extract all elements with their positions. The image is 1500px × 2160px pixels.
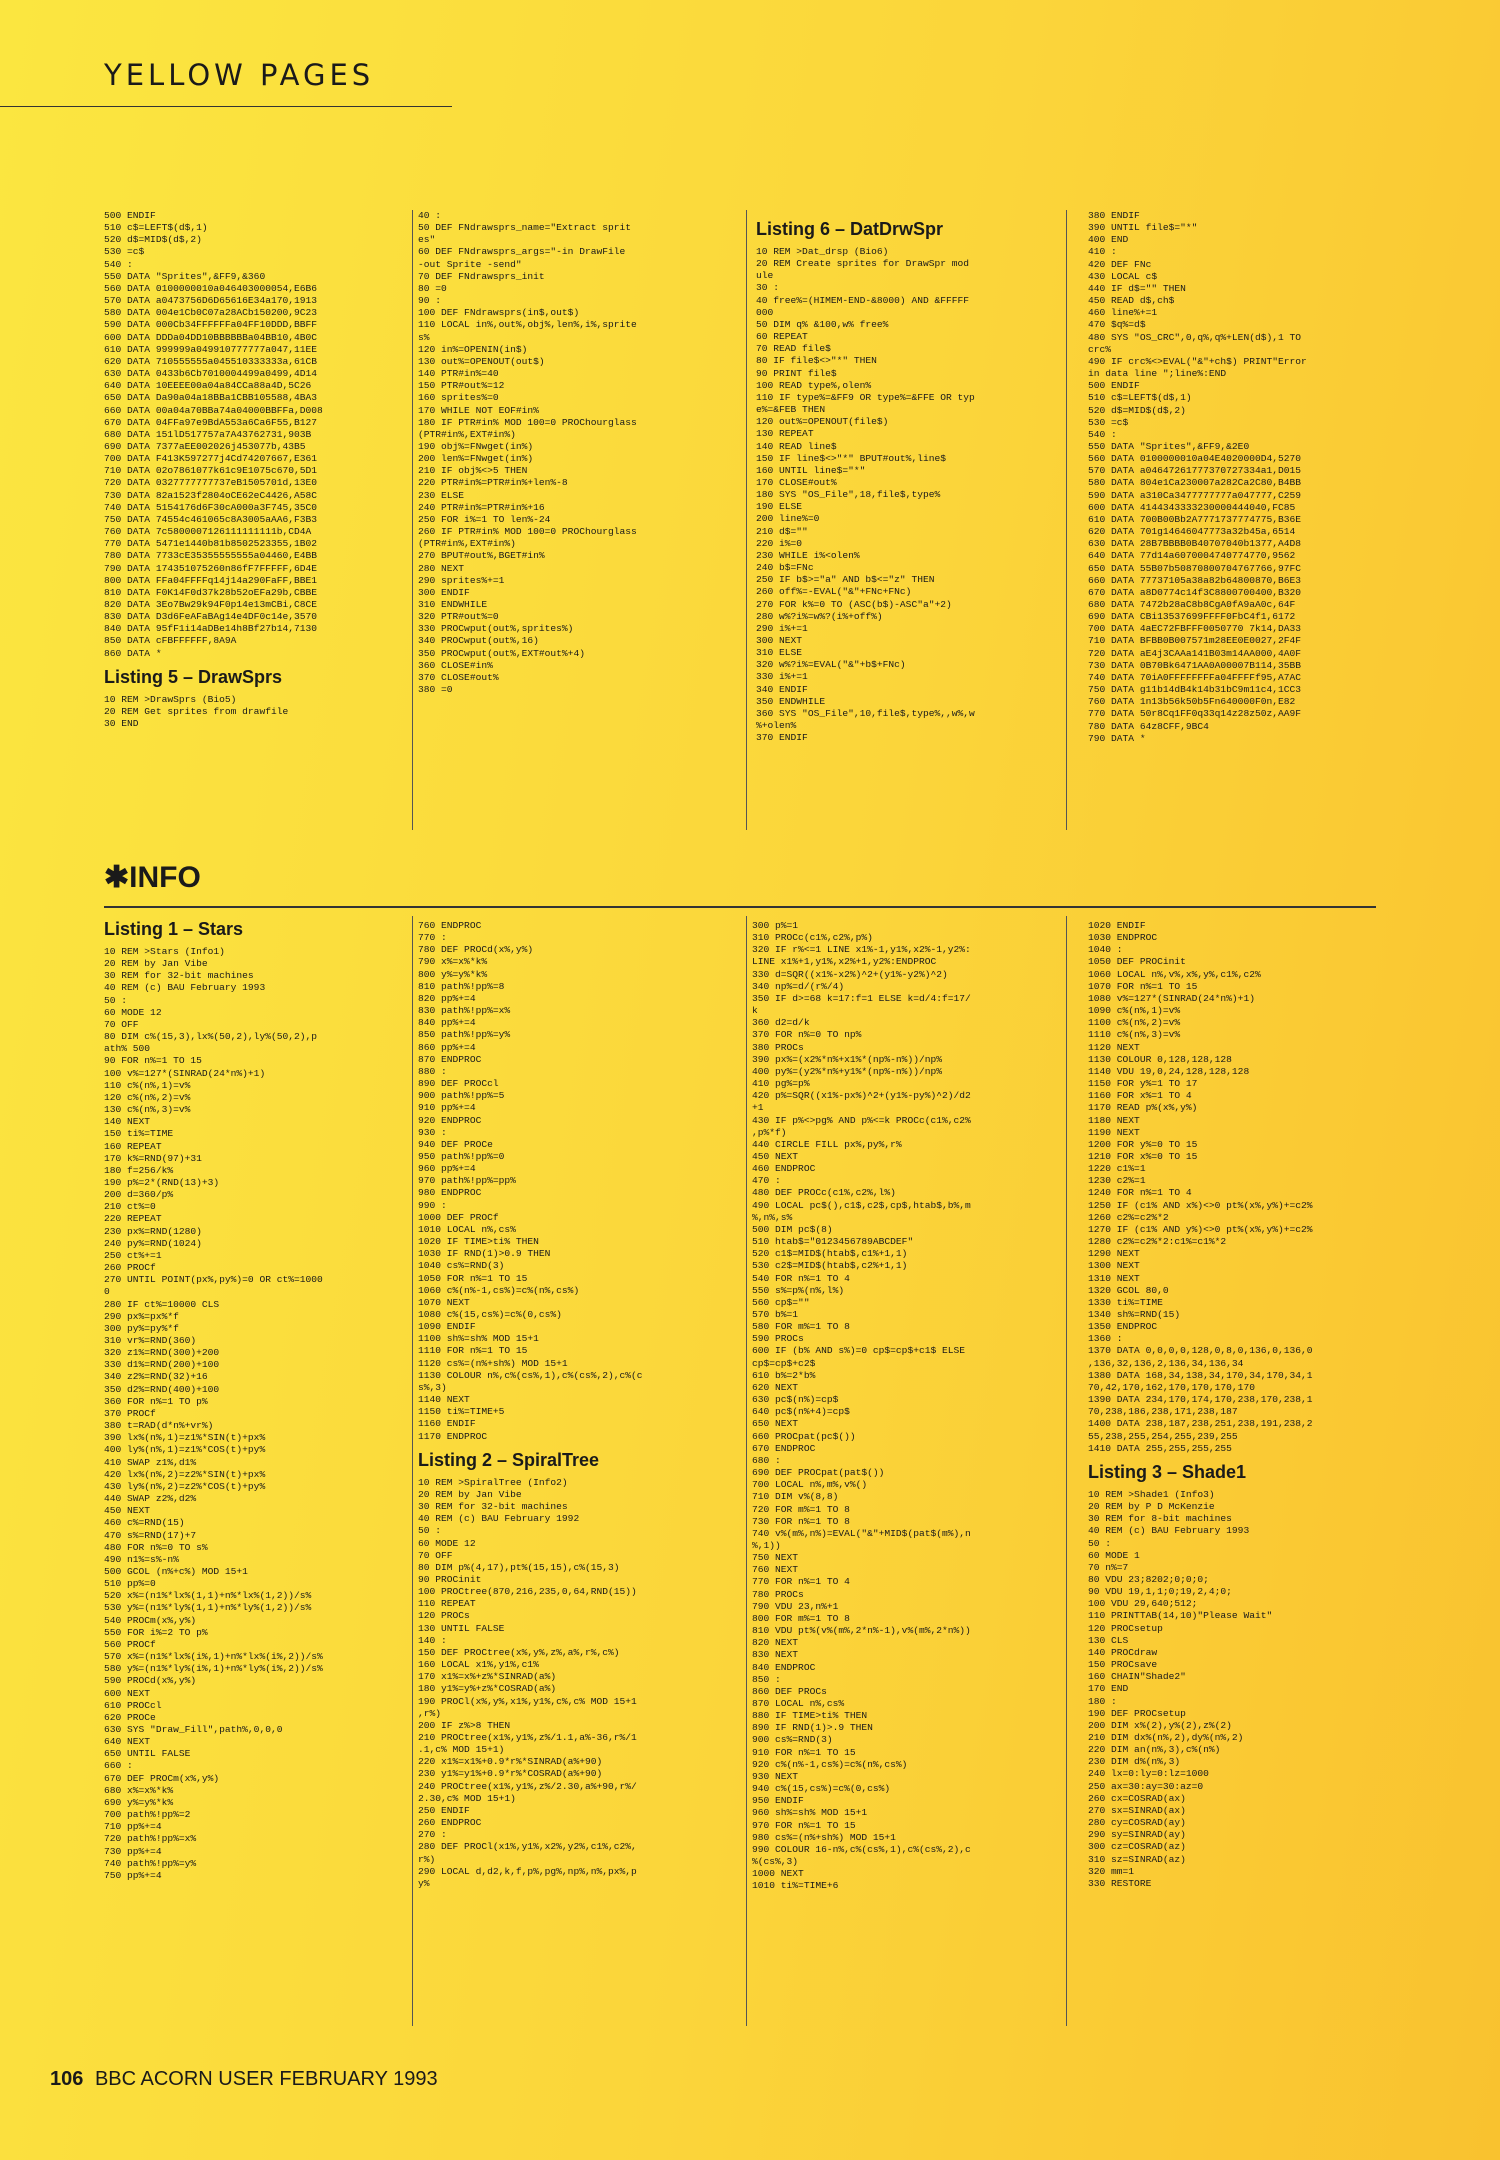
column-rule [412, 210, 413, 830]
listing-1-title: Listing 1 – Stars [104, 919, 244, 939]
code-block-bottom-3: 300 p%=1 310 PROCc(c1%,c2%,p%) 320 IF r%<=1 LINE x1%-1,y1%,x2%-1,y2%: LINE x1%+1,y1%,x2%+1,y2%:ENDPROC 330 d=SQR((x1%-x2%)^2+(y1%-y2%)^2) 340 np%=d/(r%/4) 350 IF d>=68 k=17:f=1 ELSE k=d/4:f=17/ k 360 d2=d/k 370 FOR n%=0 TO np% 380 PROCs 390 px%=(x2%*n%+x1%*(np%-n%))/np% 400 py%=(y2%*n%+y1%*(np%-n%))/np% 410 pg%=p% 420 p%=SQR((x1%-px%)^2+(y1%-py%)^2)/d2 +1 430 IF p%<>pg% AND p%<=k PROCc(c1%,c2% ,p%*f) 440 CIRCLE FILL px%,py%,r% 450 NEXT 460 ENDPROC 470 : 480 DEF PROCc(c1%,c2%,l%) 490 LOCAL pc$(),c1$,c2$,cp$,htab$,b%,m %,n%,s% 500 DIM pc$(8) 510 htab$="0123456789ABCDEF" 520 c1$=MID$(htab$,c1%+1,1) 530 c2$=MID$(htab$,c2%+1,1) 540 FOR n%=1 TO 4 550 s%=p%(n%,l%) 560 cp$="" 570 b%=1 580 FOR m%=1 TO 8 590 PROCs 600 IF (b% AND s%)=0 cp$=cp$+c1$ ELSE cp$=cp$+c2$ 610 b%=2*b% 620 NEXT 630 pc$(n%)=cp$ 640 pc$(n%+4)=cp$ 650 NEXT 660 PROCpat(pc$()) 670 ENDPROC 680 : 690 DEF PROCpat(pat$()) 700 LOCAL n%,m%,v%() 710 DIM v%(8,8) 720 FOR m%=1 TO 8 730 FOR n%=1 TO 8 740 v%(m%,n%)=EVAL("&"+MID$(pat$(m%),n %,1)) 750 NEXT 760 NEXT 770 FOR n%=1 TO 4 780 PROCs 790 VDU 23,n%+1 800 FOR m%=1 TO 8 810 VDU pt%(v%(m%,2*n%-1),v%(m%,2*n%)) 820 NEXT 830 NEXT 840 ENDPROC 850 : 860 DEF PROCs 870 LOCAL n%,cs% 880 IF TIME>ti% THEN 890 IF RND(1)>.9 THEN 900 cs%=RND(3) 910 FOR n%=1 TO 15 920 c%(n%-1,cs%)=c%(n%,cs%) 930 NEXT 940 c%(15,cs%)=c%(0,cs%) 950 ENDIF 960 sh%=sh% MOD 15+1 970 FOR n%=1 TO 15 980 cs%=(n%+sh%) MOD 15+1 990 COLOUR 16-n%,c%(cs%,1),c%(cs%,2),c %(cs%,3) 1000 NEXT 1010 ti%=TIME+6 [752, 920, 971, 1892]
page-footer [50, 2068, 438, 2091]
listing-2-title: Listing 2 – SpiralTree [418, 1449, 600, 1470]
magazine-issue: BBC ACORN USER FEBRUARY 1993 [94, 2068, 438, 2090]
code-block-top-2: 40 : 50 DEF FNdrawsprs_name="Extract sprit es" 60 DEF FNdrawsprs_args="-in DrawFile -out Sprite -send" 70 DEF FNdrawsprs_init 80 =0 90 : 100 DEF FNdrawsprs(in$,out$) 110 LOCAL in%,out%,obj%,len%,i%,sprite s% 120 in%=OPENIN(in$) 130 out%=OPENOUT(out$) 140 PTR#in%=40 150 PTR#out%=12 160 sprites%=0 170 WHILE NOT EOF#in% 180 IF PTR#in% MOD 100=0 PROChourglass (PTR#in%,EXT#in%) 190 obj%=FNwget(in%) 200 len%=FNwget(in%) 210 IF obj%<>5 THEN 220 PTR#in%=PTR#in%+len%-8 230 ELSE 240 PTR#in%=PTR#in%+16 250 FOR i%=1 TO len%-24 260 IF PTR#in% MOD 100=0 PROChourglass (PTR#in%,EXT#in%) 270 BPUT#out%,BGET#in% 280 NEXT 290 sprites%+=1 300 ENDIF 310 ENDWHILE 320 PTR#out%=0 330 PROCwput(out%,sprites%) 340 PROCwput(out%,16) 350 PROCwput(out%,EXT#out%+4) 360 CLOSE#in% 370 CLOSE#out% 380 =0 [418, 210, 637, 696]
code-block-listing-6: 10 REM >Dat_drsp (Bio6) 20 REM Create sprites for DrawSpr mod ule 30 : 40 free%=(HIMEM-END-&8000) AND &FFFFF 000 50 DIM q% &100,w% free% 60 REPEAT 70 READ file$ 80 IF file$<>"*" THEN 90 PRINT file$ 100 READ type%,olen% 110 IF type%=&FF9 OR type%=&FFE OR typ e%=&FEB THEN 120 out%=OPENOUT(file$) 130 REPEAT 140 READ line$ 150 IF line$<>"*" BPUT#out%,line$ 160 UNTIL line$="*" 170 CLOSE#out% 180 SYS "OS_File",18,file$,type% 190 ELSE 200 line%=0 210 d$="" 220 i%=0 230 WHILE i%<olen% 240 b$=FNc 250 IF b$>="a" AND b$<="z" THEN 260 off%=-EVAL("&"+FNc+FNc) 270 FOR k%=0 TO (ASC(b$)-ASC"a"+2) 280 w%?i%=w%?(i%+off%) 290 i%+=1 300 NEXT 310 ELSE 320 w%?i%=EVAL("&"+b$+FNc) 330 i%+=1 340 ENDIF 350 ENDWHILE 360 SYS "OS_File",10,file$,type%,,w%,w %+olen% 370 ENDIF [756, 246, 975, 744]
column-rule [412, 916, 413, 2026]
bottom-column-2 [418, 920, 728, 1890]
listing-3-title: Listing 3 – Shade1 [1088, 1461, 1247, 1482]
code-block-bottom-2: 760 ENDPROC 770 : 780 DEF PROCd(x%,y%) 790 x%=x%*k% 800 y%=y%*k% 810 path%!pp%=8 820 pp%+=4 830 path%!pp%=x% 840 pp%+=4 850 path%!pp%=y% 860 pp%+=4 870 ENDPROC 880 : 890 DEF PROCcl 900 path%!pp%=5 910 pp%+=4 920 ENDPROC 930 : 940 DEF PROCe 950 path%!pp%=0 960 pp%+=4 970 path%!pp%=pp% 980 ENDPROC 990 : 1000 DEF PROCf 1010 LOCAL n%,cs% 1020 IF TIME>ti% THEN 1030 IF RND(1)>0.9 THEN 1040 cs%=RND(3) 1050 FOR n%=1 TO 15 1060 c%(n%-1,cs%)=c%(n%,cs%) 1070 NEXT 1080 c%(15,cs%)=c%(0,cs%) 1090 ENDIF 1100 sh%=sh% MOD 15+1 1110 FOR n%=1 TO 15 1120 cs%=(n%+sh%) MOD 15+1 1130 COLOUR n%,c%(cs%,1),c%(cs%,2),c%(c s%,3) 1140 NEXT 1150 ti%=TIME+5 1160 ENDIF 1170 ENDPROC [418, 920, 643, 1442]
top-column-1 [104, 210, 404, 730]
section-header: YELLOW PAGES [104, 58, 375, 92]
column-rule [1066, 210, 1067, 830]
code-block-listing-2: 10 REM >SpiralTree (Info2) 20 REM by Jan Vibe 30 REM for 32-bit machines 40 REM (c) BAU February 1992 50 : 60 MODE 12 70 OFF 80 DIM p%(4,17),pt%(15,15),c%(15,3) 90 PROCinit 100 PROCtree(870,216,235,0,64,RND(15)) 110 REPEAT 120 PROCs 130 UNTIL FALSE 140 : 150 DEF PROCtree(x%,y%,z%,a%,r%,c%) 160 LOCAL x1%,y1%,c1% 170 x1%=x%+z%*SINRAD(a%) 180 y1%=y%+z%*COSRAD(a%) 190 PROCl(x%,y%,x1%,y1%,c%,c% MOD 15+1 ,r%) 200 IF z%>8 THEN 210 PROCtree(x1%,y1%,z%/1.1,a%-36,r%/1 .1,c% MOD 15+1) 220 x1%=x1%+0.9*r%*SINRAD(a%+90) 230 y1%=y1%+0.9*r%*COSRAD(a%+90) 240 PROCtree(x1%,y1%,z%/2.30,a%+90,r%/ 2.30,c% MOD 15+1) 250 ENDIF 260 ENDPROC 270 : 280 DEF PROCl(x1%,y1%,x2%,y2%,c1%,c2%, r%) 290 LOCAL d,d2,k,f,p%,pg%,np%,n%,px%,p y% [418, 1476, 637, 1889]
section-rule [104, 906, 1376, 908]
info-section-heading: ✱INFO [104, 861, 201, 894]
top-column-4 [1088, 210, 1388, 745]
bottom-column-1 [104, 912, 414, 1882]
bottom-column-3 [752, 920, 1062, 1893]
header-rule [0, 106, 452, 107]
column-rule [1066, 916, 1067, 2026]
code-block-listing-1: 10 REM >Stars (Info1) 20 REM by Jan Vibe 30 REM for 32-bit machines 40 REM (c) BAU February 1993 50 : 60 MODE 12 70 OFF 80 DIM c%(15,3),lx%(50,2),ly%(50,2),p ath% 500 90 FOR n%=1 TO 15 100 v%=127*(SINRAD(24*n%)+1) 110 c%(n%,1)=v% 120 c%(n%,2)=v% 130 c%(n%,3)=v% 140 NEXT 150 ti%=TIME 160 REPEAT 170 k%=RND(97)+31 180 f=256/k% 190 p%=2*(RND(13)+3) 200 d=360/p% 210 ct%=0 220 REPEAT 230 px%=RND(1280) 240 py%=RND(1024) 250 ct%+=1 260 PROCf 270 UNTIL POINT(px%,py%)=0 OR ct%=1000 0 280 IF ct%=10000 CLS 290 px%=px%*f 300 py%=py%*f 310 vr%=RND(360) 320 z1%=RND(300)+200 330 d1%=RND(200)+100 340 z2%=RND(32)+16 350 d2%=RND(400)+100 360 FOR n%=1 TO p% 370 PROCf 380 t=RAD(d*n%+vr%) 390 lx%(n%,1)=z1%*SIN(t)+px% 400 ly%(n%,1)=z1%*COS(t)+py% 410 SWAP z1%,d1% 420 lx%(n%,2)=z2%*SIN(t)+px% 430 ly%(n%,2)=z2%*COS(t)+py% 440 SWAP z2%,d2% 450 NEXT 460 c%=RND(15) 470 s%=RND(17)+7 480 FOR n%=0 TO s% 490 n1%=s%-n% 500 GCOL (n%+c%) MOD 15+1 510 pp%=0 520 x%=(n1%*lx%(1,1)+n%*lx%(1,2))/s% 530 y%=(n1%*ly%(1,1)+n%*ly%(1,2))/s% 540 PROCm(x%,y%) 550 FOR i%=2 TO p% 560 PROCf 570 x%=(n1%*lx%(i%,1)+n%*lx%(i%,2))/s% 580 y%=(n1%*ly%(i%,1)+n%*ly%(i%,2))/s% 590 PROCd(x%,y%) 600 NEXT 610 PROCcl 620 PROCe 630 SYS "Draw_Fill",path%,0,0,0 640 NEXT 650 UNTIL FALSE 660 : 670 DEF PROCm(x%,y%) 680 x%=x%*k% 690 y%=y%*k% 700 path%!pp%=2 710 pp%+=4 720 path%!pp%=x% 730 pp%+=4 740 path%!pp%=y% 750 pp%+=4 [104, 946, 323, 1881]
listing-6-title: Listing 6 – DatDrwSpr [756, 219, 944, 239]
code-block-bottom-4: 1020 ENDIF 1030 ENDPROC 1040 : 1050 DEF PROCinit 1060 LOCAL n%,v%,x%,y%,c1%,c2% 1070 FOR n%=1 TO 15 1080 v%=127*(SINRAD(24*n%)+1) 1090 c%(n%,1)=v% 1100 c%(n%,2)=v% 1110 c%(n%,3)=v% 1120 NEXT 1130 COLOUR 0,128,128,128 1140 VDU 19,0,24,128,128,128 1150 FOR y%=1 TO 17 1160 FOR x%=1 TO 4 1170 READ p%(x%,y%) 1180 NEXT 1190 NEXT 1200 FOR y%=0 TO 15 1210 FOR x%=0 TO 15 1220 c1%=1 1230 c2%=1 1240 FOR n%=1 TO 4 1250 IF (c1% AND x%)<>0 pt%(x%,y%)+=c2% 1260 c2%=c2%*2 1270 IF (c1% AND y%)<>0 pt%(x%,y%)+=c2% 1280 c2%=c2%*2:c1%=c1%*2 1290 NEXT 1300 NEXT 1310 NEXT 1320 GCOL 80,0 1330 ti%=TIME 1340 sh%=RND(15) 1350 ENDPROC 1360 : 1370 DATA 0,0,0,0,128,0,8,0,136,0,136,0 ,136,32,136,2,136,34,136,34 1380 DATA 168,34,138,34,170,34,170,34,1 70,42,170,162,170,170,170,170 1390 DATA 234,170,174,170,238,170,238,1 70,238,186,238,171,238,187 1400 DATA 238,187,238,251,238,191,238,2 55,238,255,254,255,239,255 1410 DATA 255,255,255,255 [1088, 920, 1313, 1454]
column-rule [746, 916, 747, 2026]
listing-5-title: Listing 5 – DrawSprs [104, 666, 283, 687]
code-block-top-1: 500 ENDIF 510 c$=LEFT$(d$,1) 520 d$=MID$(d$,2) 530 =c$ 540 : 550 DATA "Sprites",&FF9,&360 560 DATA 0100000010a046403000054,E6B6 570 DATA a0473756D6D65616E34a170,1913 580 DATA 004e1Cb0C07a28ACb150200,9C23 590 DATA 000Cb34FFFFFFa04FF10DDD,BBFF 600 DATA DDDa04DD10BBBBBBa04BB10,4B0C 610 DATA 999999a049910777777a047,11EE 620 DATA 710555555a045510333333a,61CB 630 DATA 0433b6Cb7010004499a0499,4D14 640 DATA 10EEEE00a04a84CCa88a4D,5C26 650 DATA Da90a04a18BBa1CBB105588,4BA3 660 DATA 00a04a70BBa74a04000BBFFa,D008 670 DATA 04FFa97e9BdA553a6Ca6F55,B127 680 DATA 151lD517757a7A43762731,903B 690 DATA 7377aEE002026j453077b,43B5 700 DATA F413K597277j4Cd74207667,E361 710 DATA 02o7861077k61c9E1075c670,5D1 720 DATA 0327777777737eB1505701d,13E0 730 DATA 82a1523f2804oCE62eC4426,A58C 740 DATA 5154176d6F30cA000a3F745,35C0 750 DATA 74554c461065c8A3005aAA6,F3B3 760 DATA 7c5800007126111111111b,CD4A 770 DATA 5471e1440b81b8502523355,1B02 780 DATA 7733cE35355555555a04460,E4BB 790 DATA 174351075260n86fF7FFFFF,6D4E 800 DATA FFa04FFFFq14j14a290FaFF,BBE1 810 DATA F0K14F0d37k28b52oEFa29b,CBBE 820 DATA 3Eo7Bw29k94F0p14e13mCBi,C8CE 830 DATA D3d6FeAFaBAg14e4DF0c14e,3570 840 DATA 95fF1i14aDBe14h8Bf27b14,7130 850 DATA cFBFFFFFF,8A9A 860 DATA * [104, 210, 323, 659]
column-rule [746, 210, 747, 830]
code-block-listing-5: 10 REM >DrawSprs (Bio5) 20 REM Get sprites from drawfile 30 END [104, 693, 289, 730]
page-number: 106 [50, 2068, 84, 2090]
code-block-listing-3: 10 REM >Shade1 (Info3) 20 REM by P D McKenzie 30 REM for 8-bit machines 40 REM (c) BAU February 1993 50 : 60 MODE 1 70 n%=7 80 VDU 23;8202;0;0;0; 90 VDU 19,1,1;0;19,2,4;0; 100 VDU 29,640;512; 110 PRINTTAB(14,10)"Please Wait" 120 PROCsetup 130 CLS 140 PROCdraw 150 PROCsave 160 CHAIN"Shade2" 170 END 180 : 190 DEF PROCsetup 200 DIM x%(2),y%(2),z%(2) 210 DIM dx%(n%,2),dy%(n%,2) 220 DIM an(n%,3),c%(n%) 230 DIM d%(n%,3) 240 lx=0:ly=0:lz=1000 250 ax=30:ay=30:az=0 260 cx=COSRAD(ax) 270 sx=SINRAD(ax) 280 cy=COSRAD(ay) 290 sy=SINRAD(ay) 300 cz=COSRAD(az) 310 sz=SINRAD(az) 320 mm=1 330 RESTORE [1088, 1488, 1273, 1889]
bottom-column-4 [1088, 920, 1388, 1890]
top-column-2 [418, 210, 718, 696]
code-block-top-4: 380 ENDIF 390 UNTIL file$="*" 400 END 410 : 420 DEF FNc 430 LOCAL c$ 440 IF d$="" THEN 450 READ d$,ch$ 460 line%+=1 470 $q%=d$ 480 SYS "OS_CRC",0,q%,q%+LEN(d$),1 TO crc% 490 IF crc%<>EVAL("&"+ch$) PRINT"Error in data line ";line%:END 500 ENDIF 510 c$=LEFT$(d$,1) 520 d$=MID$(d$,2) 530 =c$ 540 : 550 DATA "Sprites",&FF9,&2E0 560 DATA 0100000010a04E4020000D4,5270 570 DATA a04647261777370727334a1,D015 580 DATA 804e1Ca230007a282Ca2C80,B4BB 590 DATA a310Ca3477777777a047777,C259 600 DATA 4144343333230000444040,FC85 610 DATA 700B00Bb2A7771737774775,B36E 620 DATA 701g14646047773a32b45a,6514 630 DATA 28B7BBBB0B40707040b1377,A4D8 640 DATA 77d14a6070004740774770,9562 650 DATA 55B07b50870800704767766,97FC 660 DATA 77737105a38a82b64800870,B6E3 670 DATA a8D0774c14f3C8800700400,B320 680 DATA 7472b28aC8b8CgA0fA9aA0c,64F 690 DATA CBi13537699FFFF0FbC4f1,6172 700 DATA 4aEC72FBFFF0050770 7k14,DA33 710 DATA BFBB0B007571m28EE0E0027,2F4F 720 DATA aE4j3CAAa141B03m14AA000,4A0F 730 DATA 0B70Bk6471AA0A00007B114,35BB 740 DATA 70iA0FFFFFFFFa04FFFFf95,A7AC 750 DATA g11b14dB4k14b31bC9m11c4,1CC3 760 DATA 1n13b56k50b5Fn640000F0n,E82 770 DATA 50r8Cq1FF0q33q14z28z50z,AA9F 780 DATA 64z8CFF,9BC4 790 DATA * [1088, 210, 1307, 744]
top-column-3 [756, 218, 1056, 744]
